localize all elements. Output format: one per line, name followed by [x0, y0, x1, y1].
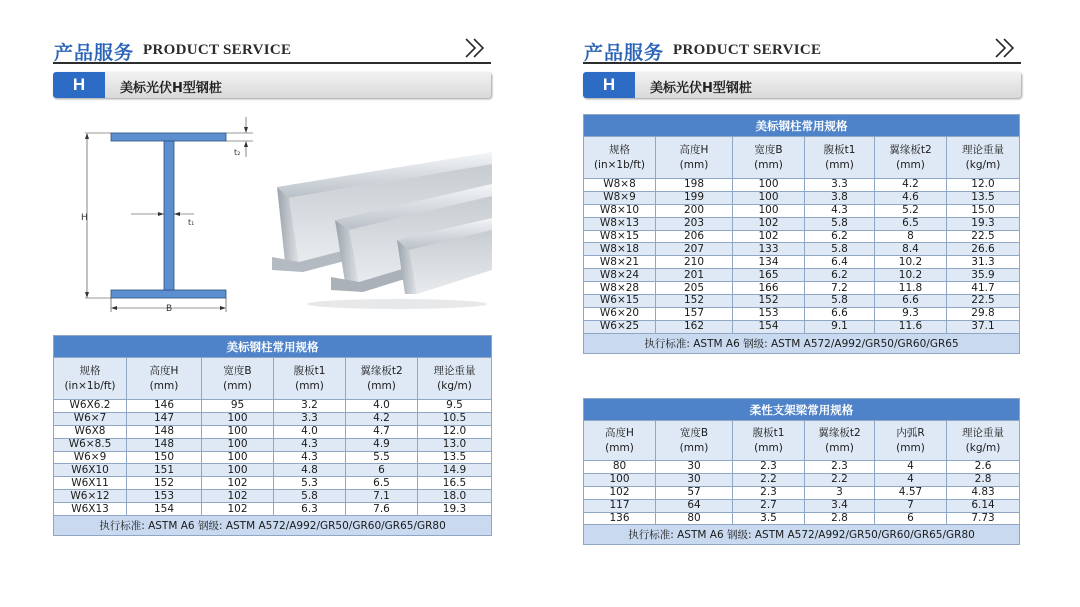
table-cell: 18.0: [418, 490, 492, 503]
table-row: [54, 503, 492, 516]
table-cell: 9.5: [418, 400, 492, 413]
table-cell: 205: [656, 282, 733, 295]
table-row: [584, 269, 1020, 282]
product-badge: H: [53, 72, 105, 98]
table-cell: 10.2: [875, 256, 947, 269]
table-cell: 6: [875, 512, 947, 525]
product-badge: H: [583, 72, 635, 98]
table-row: [54, 438, 492, 451]
table-title: 美标钢柱常用规格: [54, 336, 492, 358]
table-row: [54, 400, 492, 413]
table-row: [54, 451, 492, 464]
table-cell: 10.2: [875, 269, 947, 282]
table-cell: 19.3: [947, 217, 1020, 230]
table-cell: 102: [733, 230, 805, 243]
table-cell: 6.2: [805, 230, 875, 243]
table-cell: 13.0: [418, 438, 492, 451]
table-row: [584, 230, 1020, 243]
table-cell: W6X6.2: [54, 400, 127, 413]
table-cell: 6.14: [947, 499, 1020, 512]
header-title-cn: 产品服务: [584, 42, 665, 64]
table-cell: 150: [127, 451, 202, 464]
product-subtitle-bar: [583, 72, 1021, 98]
table-cell: 4: [875, 461, 947, 474]
table-title: 美标钢柱常用规格: [584, 115, 1020, 137]
table-row: [584, 473, 1020, 486]
table-row: [584, 243, 1020, 256]
table-cell: 80: [656, 512, 733, 525]
table-cell: 4.0: [346, 400, 418, 413]
table-cell: 2.7: [733, 499, 805, 512]
table-cell: W8×15: [584, 230, 656, 243]
table-cell: 153: [127, 490, 202, 503]
label-t2: t₂: [234, 148, 241, 157]
table-cell: 4.2: [875, 179, 947, 192]
col-header: 高度H (mm): [656, 137, 733, 179]
table-cell: 3.4: [805, 499, 875, 512]
product-title: 美标光伏H型钢桩: [120, 81, 222, 96]
table-row: [584, 512, 1020, 525]
table-cell: 100: [733, 204, 805, 217]
table-cell: 4.0: [274, 425, 346, 438]
table-header-row: [54, 358, 492, 400]
table-header-row: [584, 421, 1020, 461]
col-header: 宽度B (mm): [202, 358, 274, 400]
table-cell: 2.2: [805, 473, 875, 486]
table-cell: 152: [656, 295, 733, 308]
table-cell: W8×9: [584, 191, 656, 204]
table-footer-standard: 执行标准: ASTM A6 钢级: ASTM A572/A992/GR50/GR60/GR65/GR80: [584, 525, 1020, 545]
col-header: 宽度B (mm): [733, 137, 805, 179]
table-cell: 15.0: [947, 204, 1020, 217]
table-cell: 6.2: [805, 269, 875, 282]
table-cell: 6: [346, 464, 418, 477]
table-cell: 7.73: [947, 512, 1020, 525]
table-cell: 7.1: [346, 490, 418, 503]
table-row: [584, 282, 1020, 295]
table-cell: W8×24: [584, 269, 656, 282]
table-cell: 5.8: [805, 243, 875, 256]
table-cell: 9.3: [875, 307, 947, 320]
table-cell: W6×15: [584, 295, 656, 308]
table-cell: 57: [656, 486, 733, 499]
table-cell: 19.3: [418, 503, 492, 516]
table-cell: 6.5: [346, 477, 418, 490]
table-cell: W6X13: [54, 503, 127, 516]
table-cell: 102: [202, 490, 274, 503]
table-cell: 2.3: [733, 461, 805, 474]
table-cell: 5.8: [274, 490, 346, 503]
table-cell: 3.8: [805, 191, 875, 204]
table-cell: 11.8: [875, 282, 947, 295]
table-cell: W8×21: [584, 256, 656, 269]
col-header: 腹板t1 (mm): [805, 137, 875, 179]
table-cell: 8: [875, 230, 947, 243]
col-header: 理论重量 (kg/m): [947, 137, 1020, 179]
steel-beams-photo-icon: [271, 152, 492, 309]
table-row: [54, 477, 492, 490]
table-cell: 100: [202, 464, 274, 477]
col-header: 高度H (mm): [584, 421, 656, 461]
table-cell: 152: [733, 295, 805, 308]
table-row: [584, 486, 1020, 499]
col-header: 高度H (mm): [127, 358, 202, 400]
col-header: 腹板t1 (mm): [274, 358, 346, 400]
table-cell: 26.6: [947, 243, 1020, 256]
section-header: [583, 36, 1021, 64]
col-header: 理论重量 (kg/m): [418, 358, 492, 400]
table-cell: 147: [127, 412, 202, 425]
table-cell: W6×20: [584, 307, 656, 320]
table-cell: 3.2: [274, 400, 346, 413]
table-row: [584, 191, 1020, 204]
label-t1: t₁: [188, 218, 195, 227]
label-h: H: [81, 213, 88, 223]
table-row: [54, 464, 492, 477]
col-header: 翼缘板t2 (mm): [805, 421, 875, 461]
col-header: 规格 (in×1b/ft): [54, 358, 127, 400]
table-cell: 30: [656, 473, 733, 486]
table-cell: 210: [656, 256, 733, 269]
table-cell: 206: [656, 230, 733, 243]
table-cell: 22.5: [947, 295, 1020, 308]
table-cell: W6×9: [54, 451, 127, 464]
table-cell: 2.2: [733, 473, 805, 486]
table-cell: 16.5: [418, 477, 492, 490]
table-cell: 102: [733, 217, 805, 230]
table-cell: 5.2: [875, 204, 947, 217]
table-cell: 4.8: [274, 464, 346, 477]
table-cell: 6.4: [805, 256, 875, 269]
table-cell: 100: [733, 179, 805, 192]
header-title-cn: 产品服务: [54, 42, 135, 64]
table-cell: 41.7: [947, 282, 1020, 295]
table-cell: 13.5: [947, 191, 1020, 204]
col-header: 翼缘板t2 (mm): [346, 358, 418, 400]
table-cell: 201: [656, 269, 733, 282]
table-cell: 100: [202, 412, 274, 425]
table-cell: 6.3: [274, 503, 346, 516]
table-cell: 5.3: [274, 477, 346, 490]
spec-table-w8: [583, 114, 1020, 354]
table-cell: 2.6: [947, 461, 1020, 474]
table-cell: 11.6: [875, 320, 947, 333]
table-footer-standard: 执行标准: ASTM A6 钢级: ASTM A572/A992/GR50/GR60/GR65/GR80: [54, 516, 492, 536]
table-cell: 102: [202, 503, 274, 516]
spec-table-beams: [583, 398, 1020, 545]
table-cell: 100: [733, 191, 805, 204]
table-cell: 7.6: [346, 503, 418, 516]
table-row: [584, 499, 1020, 512]
table-cell: 6.5: [875, 217, 947, 230]
table-cell: 12.0: [947, 179, 1020, 192]
table-cell: 3.3: [274, 412, 346, 425]
table-cell: 4.9: [346, 438, 418, 451]
table-cell: 4.6: [875, 191, 947, 204]
table-cell: 7: [875, 499, 947, 512]
table-cell: 2.8: [805, 512, 875, 525]
table-row: [584, 217, 1020, 230]
table-cell: 2.8: [947, 473, 1020, 486]
table-row: [584, 256, 1020, 269]
table-cell: 4.83: [947, 486, 1020, 499]
table-cell: 4.7: [346, 425, 418, 438]
table-cell: 4: [875, 473, 947, 486]
table-cell: 95: [202, 400, 274, 413]
table-cell: 148: [127, 438, 202, 451]
table-cell: 4.57: [875, 486, 947, 499]
table-cell: 29.8: [947, 307, 1020, 320]
col-header: 规格 (in×1b/ft): [584, 137, 656, 179]
table-header-row: [584, 137, 1020, 179]
table-cell: W6X11: [54, 477, 127, 490]
table-cell: 31.3: [947, 256, 1020, 269]
table-cell: 12.0: [418, 425, 492, 438]
table-cell: W8×18: [584, 243, 656, 256]
table-cell: 166: [733, 282, 805, 295]
product-subtitle-bar: [53, 72, 491, 98]
table-cell: 151: [127, 464, 202, 477]
table-cell: 200: [656, 204, 733, 217]
table-cell: 203: [656, 217, 733, 230]
table-row: [584, 307, 1020, 320]
table-cell: 117: [584, 499, 656, 512]
table-cell: W6X10: [54, 464, 127, 477]
table-cell: 199: [656, 191, 733, 204]
table-cell: 100: [202, 425, 274, 438]
table-cell: 134: [733, 256, 805, 269]
table-cell: 37.1: [947, 320, 1020, 333]
table-cell: 100: [584, 473, 656, 486]
table-cell: 162: [656, 320, 733, 333]
col-header: 腹板t1 (mm): [733, 421, 805, 461]
col-header: 内弧R (mm): [875, 421, 947, 461]
table-cell: 148: [127, 425, 202, 438]
table-cell: W6×8.5: [54, 438, 127, 451]
table-cell: W6×12: [54, 490, 127, 503]
table-cell: W6×7: [54, 412, 127, 425]
table-cell: 3.3: [805, 179, 875, 192]
table-cell: 6.6: [805, 307, 875, 320]
table-row: [584, 179, 1020, 192]
table-footer-standard: 执行标准: ASTM A6 钢级: ASTM A572/A992/GR50/GR60/GR65: [584, 333, 1020, 353]
table-cell: 146: [127, 400, 202, 413]
table-cell: W8×10: [584, 204, 656, 217]
table-row: [584, 461, 1020, 474]
header-title-en: PRODUCT SERVICE: [143, 42, 292, 58]
double-chevron-right-icon[interactable]: [463, 36, 487, 60]
table-cell: 5.8: [805, 295, 875, 308]
table-cell: 10.5: [418, 412, 492, 425]
table-cell: 102: [202, 477, 274, 490]
table-cell: 4.3: [805, 204, 875, 217]
table-cell: 157: [656, 307, 733, 320]
h-beam-cross-section-icon: [81, 117, 253, 314]
section-header: [53, 36, 491, 64]
table-cell: 2.3: [805, 461, 875, 474]
table-cell: 165: [733, 269, 805, 282]
table-row: [584, 295, 1020, 308]
table-cell: 13.5: [418, 451, 492, 464]
table-cell: 3.5: [733, 512, 805, 525]
table-cell: 136: [584, 512, 656, 525]
table-row: [54, 412, 492, 425]
table-cell: 153: [733, 307, 805, 320]
table-cell: 5.5: [346, 451, 418, 464]
table-cell: 100: [202, 438, 274, 451]
table-cell: 64: [656, 499, 733, 512]
table-cell: W8×8: [584, 179, 656, 192]
table-cell: 7.2: [805, 282, 875, 295]
table-cell: 2.3: [733, 486, 805, 499]
product-figure: [67, 112, 492, 322]
table-cell: 4.2: [346, 412, 418, 425]
header-title-en: PRODUCT SERVICE: [673, 42, 822, 58]
table-cell: W6X8: [54, 425, 127, 438]
col-header: 翼缘板t2 (mm): [875, 137, 947, 179]
spec-table-w6: [53, 335, 492, 536]
table-cell: 22.5: [947, 230, 1020, 243]
table-cell: 9.1: [805, 320, 875, 333]
table-cell: 5.8: [805, 217, 875, 230]
table-row: [54, 425, 492, 438]
table-cell: 30: [656, 461, 733, 474]
table-cell: W8×13: [584, 217, 656, 230]
table-cell: 100: [202, 451, 274, 464]
col-header: 理论重量 (kg/m): [947, 421, 1020, 461]
product-title: 美标光伏H型钢桩: [650, 81, 752, 96]
table-cell: 133: [733, 243, 805, 256]
double-chevron-right-icon[interactable]: [993, 36, 1017, 60]
table-cell: 4.3: [274, 451, 346, 464]
table-cell: 154: [127, 503, 202, 516]
table-row: [584, 204, 1020, 217]
table-title: 柔性支架梁常用规格: [584, 399, 1020, 421]
table-cell: 207: [656, 243, 733, 256]
table-row: [584, 320, 1020, 333]
col-header: 宽度B (mm): [656, 421, 733, 461]
table-cell: 8.4: [875, 243, 947, 256]
table-cell: 102: [584, 486, 656, 499]
table-cell: 6.6: [875, 295, 947, 308]
label-b: B: [166, 304, 173, 314]
table-cell: 3: [805, 486, 875, 499]
table-cell: 154: [733, 320, 805, 333]
table-cell: W6×25: [584, 320, 656, 333]
table-row: [54, 490, 492, 503]
table-cell: 4.3: [274, 438, 346, 451]
table-cell: 80: [584, 461, 656, 474]
table-cell: 152: [127, 477, 202, 490]
table-cell: 198: [656, 179, 733, 192]
table-cell: 14.9: [418, 464, 492, 477]
table-cell: 35.9: [947, 269, 1020, 282]
table-cell: W8×28: [584, 282, 656, 295]
